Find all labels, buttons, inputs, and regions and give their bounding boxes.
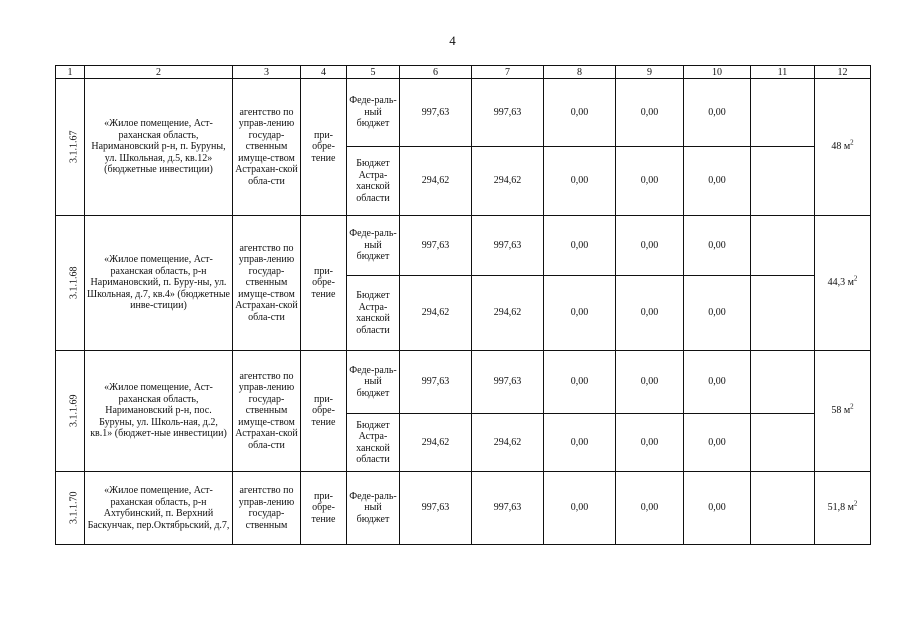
table-row (56, 216, 871, 276)
action-type: при-обре-тение (301, 351, 347, 472)
area-unit-exponent: 2 (850, 402, 854, 411)
value-col10: 0,00 (684, 472, 751, 545)
value-col8: 0,00 (544, 216, 616, 276)
funding-source: Бюджет Астра-ханской области (347, 147, 400, 216)
entry-code-cell (56, 351, 85, 472)
column-header: 12 (815, 66, 871, 79)
value-col8: 0,00 (544, 147, 616, 216)
object-name: «Жилое помещение, Аст-раханская область, р-н Ахтубинский, п. Верхний Баскунчак, пер.Октябрьский, д.7, (85, 472, 233, 545)
value-col7: 294,62 (472, 147, 544, 216)
entry-code: 3.1.1.68 (68, 266, 80, 300)
column-header: 10 (684, 66, 751, 79)
column-header: 9 (616, 66, 684, 79)
value-col9: 0,00 (616, 147, 684, 216)
value-col7: 997,63 (472, 472, 544, 545)
column-header: 11 (751, 66, 815, 79)
funding-source: Феде-раль-ный бюджет (347, 216, 400, 276)
area-cell (815, 351, 871, 472)
funding-source: Феде-раль-ный бюджет (347, 351, 400, 414)
value-col10: 0,00 (684, 414, 751, 472)
value-col9: 0,00 (616, 351, 684, 414)
value-col6: 997,63 (400, 351, 472, 414)
responsible-agency: агентство по управ-лению государ-ственным имуще-ством Астрахан-ской обла-сти (233, 216, 301, 351)
column-header: 6 (400, 66, 472, 79)
value-col6: 997,63 (400, 472, 472, 545)
area-value: 51,8 м (827, 502, 854, 514)
column-number-row (56, 66, 871, 79)
investment-table (55, 65, 871, 545)
object-name: «Жилое помещение, Аст-раханская область, р-н Наримановский, п. Буру-ны, ул. Школьная, д.7, кв.4» (бюджетные инве-стиции) (85, 216, 233, 351)
column-header: 1 (56, 66, 85, 79)
value-col6: 294,62 (400, 276, 472, 351)
table-row (56, 79, 871, 147)
value-col9: 0,00 (616, 472, 684, 545)
value-col8: 0,00 (544, 351, 616, 414)
column-header: 8 (544, 66, 616, 79)
area-cell (815, 216, 871, 351)
funding-source: Бюджет Астра-ханской области (347, 414, 400, 472)
entry-code: 3.1.1.67 (68, 130, 80, 164)
value-col8: 0,00 (544, 414, 616, 472)
value-col6: 997,63 (400, 216, 472, 276)
funding-source: Бюджет Астра-ханской области (347, 276, 400, 351)
value-col10: 0,00 (684, 147, 751, 216)
area-cell (815, 79, 871, 216)
area-unit-exponent: 2 (850, 138, 854, 147)
value-col8: 0,00 (544, 79, 616, 147)
value-col6: 997,63 (400, 79, 472, 147)
value-col11 (751, 147, 815, 216)
value-col11 (751, 414, 815, 472)
entry-code: 3.1.1.70 (68, 491, 80, 525)
action-type: при-обре-тение (301, 216, 347, 351)
area-value: 58 м (831, 405, 851, 417)
column-header: 3 (233, 66, 301, 79)
value-col6: 294,62 (400, 147, 472, 216)
entry-code-cell (56, 79, 85, 216)
object-name: «Жилое помещение, Аст-раханская область, Наримановский р-н, п. Буруны, ул. Школьная, д.5, кв.12» (бюджетные инвестиции) (85, 79, 233, 216)
entry-code: 3.1.1.69 (68, 394, 80, 428)
area-unit-exponent: 2 (853, 499, 858, 508)
value-col11 (751, 472, 815, 545)
value-col8: 0,00 (544, 276, 616, 351)
action-type: при-обре-тение (301, 472, 347, 545)
value-col9: 0,00 (616, 216, 684, 276)
column-header: 7 (472, 66, 544, 79)
object-name: «Жилое помещение, Аст-раханская область, Наримановский р-н, пос. Буруны, ул. Школь-ная, д.2, кв.1» (бюджет-ные инвестиции) (85, 351, 233, 472)
responsible-agency: агентство по управ-лению государ-ственным (233, 472, 301, 545)
value-col10: 0,00 (684, 79, 751, 147)
action-type: при-обре-тение (301, 79, 347, 216)
responsible-agency: агентство по управ-лению государ-ственным имуще-ством Астрахан-ской обла-сти (233, 351, 301, 472)
value-col10: 0,00 (684, 276, 751, 351)
area-unit-exponent: 2 (853, 274, 858, 283)
area-cell (815, 472, 871, 545)
funding-source: Феде-раль-ный бюджет (347, 79, 400, 147)
column-header: 4 (301, 66, 347, 79)
value-col7: 997,63 (472, 216, 544, 276)
entry-code-cell (56, 472, 85, 545)
table-row (56, 472, 871, 545)
funding-source: Феде-раль-ный бюджет (347, 472, 400, 545)
value-col7: 294,62 (472, 276, 544, 351)
value-col6: 294,62 (400, 414, 472, 472)
value-col9: 0,00 (616, 276, 684, 351)
value-col7: 997,63 (472, 351, 544, 414)
value-col11 (751, 276, 815, 351)
value-col7: 294,62 (472, 414, 544, 472)
column-header: 5 (347, 66, 400, 79)
value-col11 (751, 351, 815, 414)
page-number: 4 (449, 33, 456, 48)
area-value: 48 м (831, 141, 851, 153)
value-col11 (751, 79, 815, 147)
responsible-agency: агентство по управ-лению государ-ственным имуще-ством Астрахан-ской обла-сти (233, 79, 301, 216)
value-col10: 0,00 (684, 351, 751, 414)
value-col7: 997,63 (472, 79, 544, 147)
area-value: 44,3 м (827, 277, 854, 289)
value-col8: 0,00 (544, 472, 616, 545)
value-col10: 0,00 (684, 216, 751, 276)
column-header: 2 (85, 66, 233, 79)
value-col9: 0,00 (616, 79, 684, 147)
table-row (56, 351, 871, 414)
entry-code-cell (56, 216, 85, 351)
value-col11 (751, 216, 815, 276)
value-col9: 0,00 (616, 414, 684, 472)
